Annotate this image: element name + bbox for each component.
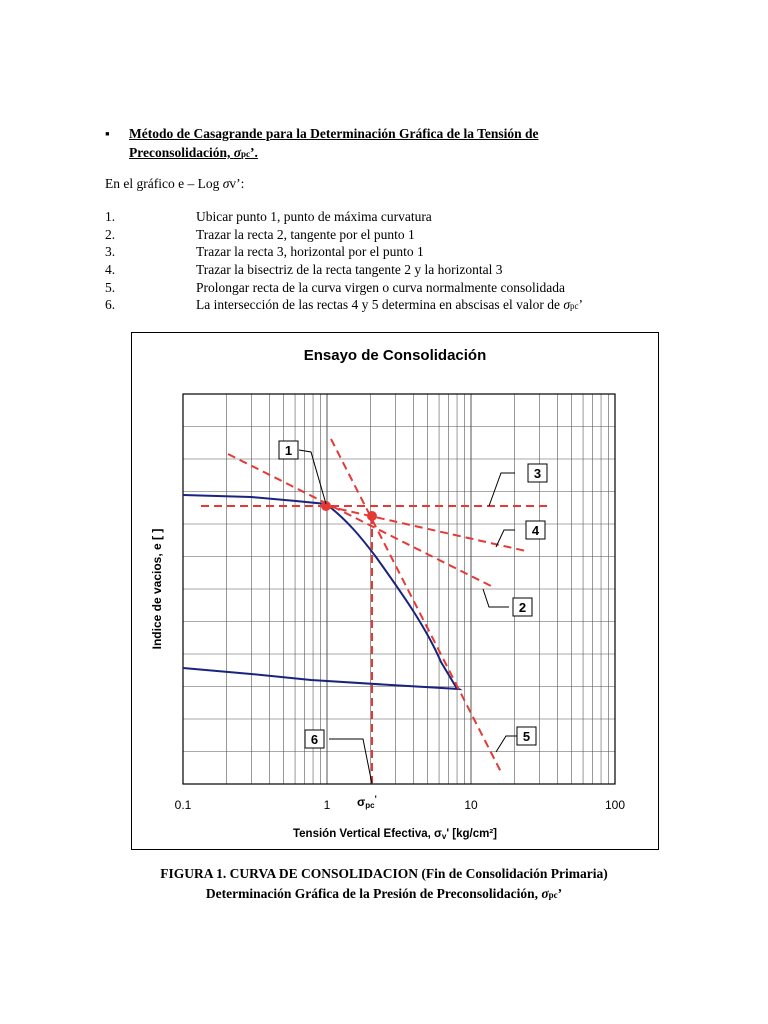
list-item bbox=[105, 209, 705, 227]
caption-sigma-sub: pc bbox=[548, 890, 558, 900]
x-axis-label-sub: v bbox=[441, 832, 447, 841]
intersection-point bbox=[367, 511, 377, 521]
sigma-pc-prime: ' bbox=[374, 794, 377, 804]
chart-frame bbox=[132, 333, 659, 850]
list-item bbox=[105, 262, 705, 280]
heading-line2: Preconsolidación, bbox=[129, 145, 231, 160]
step-sigma-sub: pc bbox=[570, 301, 579, 312]
steps-list bbox=[105, 209, 705, 315]
callout-5: 5 bbox=[522, 729, 531, 744]
step-text bbox=[196, 297, 583, 313]
step-number: 3. bbox=[105, 244, 116, 260]
step-number: 5. bbox=[105, 279, 116, 295]
x-tick-label: 10 bbox=[464, 798, 478, 812]
list-item bbox=[105, 244, 705, 262]
sigma-pc-sub: pc bbox=[365, 801, 375, 810]
caption-line2-text: Determinación Gráfica de la Presión de Preconsolidación, bbox=[205, 886, 538, 901]
x-tick-label: 100 bbox=[604, 798, 626, 812]
caption-tail: ’ bbox=[557, 886, 563, 901]
step-number: 4. bbox=[105, 262, 116, 278]
x-tick-label: 0.1 bbox=[174, 798, 192, 812]
step-number: 2. bbox=[105, 226, 116, 242]
callout-1: 1 bbox=[284, 443, 293, 458]
heading-line1: Método de Casagrande para la Determinación Gráfica de la Tensión de bbox=[129, 126, 539, 141]
figure-caption-line1: FIGURA 1. CURVA DE CONSOLIDACION (Fin de Consolidación Primaria) bbox=[160, 866, 608, 881]
callout-6: 6 bbox=[310, 732, 319, 747]
bullet-icon: ▪ bbox=[105, 126, 110, 141]
step-sigma: σ bbox=[563, 297, 571, 313]
intro-label: En el gráfico e – Log bbox=[105, 176, 220, 191]
x-axis-label bbox=[293, 828, 497, 841]
intro-text bbox=[105, 176, 244, 192]
chart-title: Ensayo de Consolidación bbox=[303, 347, 487, 364]
heading-tail: ’. bbox=[250, 145, 258, 160]
x-axis-label-tail: ' [kg/cm²] bbox=[446, 828, 498, 840]
heading-text bbox=[129, 124, 661, 164]
step-text: Prolongar recta de la curva virgen o curva normalmente consolidada bbox=[196, 279, 565, 295]
callout-2: 2 bbox=[518, 600, 527, 615]
intro-sigma: σ bbox=[222, 176, 230, 191]
step-text: Trazar la bisectriz de la recta tangente 2 y la horizontal 3 bbox=[196, 262, 503, 278]
list-item bbox=[105, 227, 705, 245]
sigma-pc-symbol: σ bbox=[357, 795, 366, 809]
step-number: 1. bbox=[105, 209, 116, 224]
step-number: 6. bbox=[105, 297, 116, 313]
list-item bbox=[105, 280, 705, 298]
step-text-main: La intersección de las rectas 4 y 5 determina en abscisas el valor de bbox=[196, 297, 560, 313]
intro-tail: v’: bbox=[229, 176, 245, 191]
section-heading bbox=[105, 124, 661, 164]
x-tick-label: 1 bbox=[323, 798, 331, 812]
sigma-subscript: pc bbox=[241, 149, 251, 159]
step-text: Trazar la recta 3, horizontal por el punto 1 bbox=[196, 244, 424, 260]
caption-sigma: σ bbox=[541, 886, 549, 901]
callout-3: 3 bbox=[533, 466, 542, 481]
x-axis-label-main: Tensión Vertical Efectiva, σ bbox=[292, 828, 442, 840]
list-item bbox=[105, 297, 705, 315]
figure-caption-line2 bbox=[0, 886, 768, 902]
consolidation-chart bbox=[131, 332, 659, 850]
sigma-symbol: σ bbox=[233, 145, 242, 160]
step-text: Ubicar punto 1, punto de máxima curvatura bbox=[196, 209, 432, 224]
step-tail: ’ bbox=[578, 297, 584, 313]
step-text: Trazar la recta 2, tangente por el punto 1 bbox=[196, 226, 415, 242]
y-axis-label: Indice de vacios, e [ ] bbox=[150, 528, 164, 650]
callout-4: 4 bbox=[531, 523, 540, 538]
